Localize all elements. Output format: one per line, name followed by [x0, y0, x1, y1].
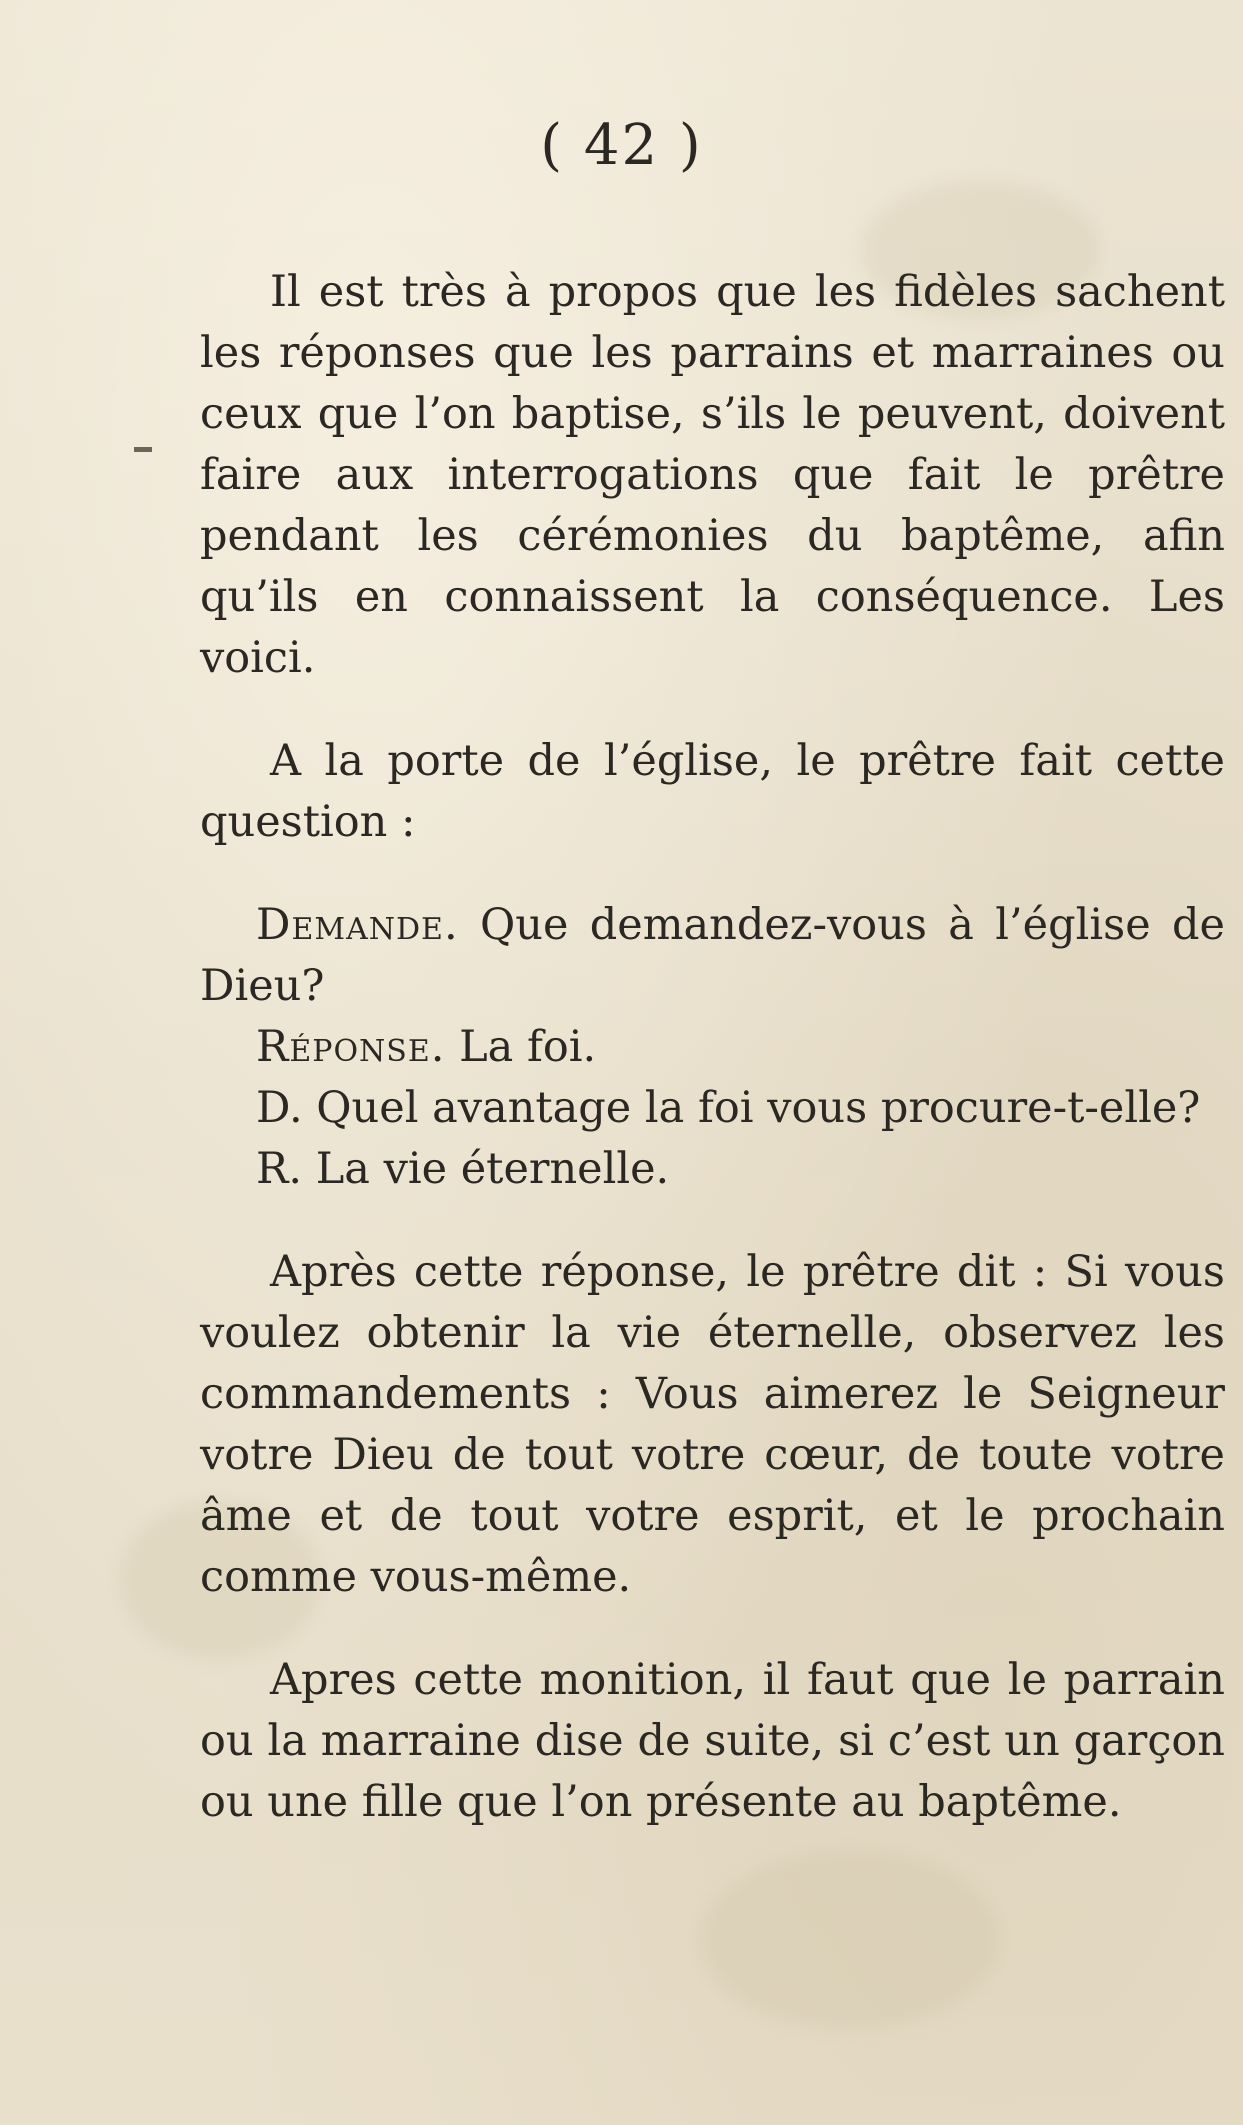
- dialogue-speaker: Réponse.: [256, 1022, 446, 1072]
- church-door-paragraph: A la porte de l’église, le prêtre fait cette question :: [200, 736, 1225, 847]
- dialogue-line: [200, 1017, 1225, 1078]
- after-answer-paragraph: Après cette réponse, le prêtre dit : Si vous voulez obtenir la vie éternelle, observez les commandements : Vous aimerez le Seigneur votre Dieu de tout votre cœur, de toute votre âme et de tout votre esprit, et le prochain comme vous-même.: [200, 1247, 1225, 1602]
- dialogue-speaker: Demande.: [256, 900, 459, 950]
- dialogue-line: [200, 1139, 1225, 1200]
- paper-stain: [700, 1850, 1000, 2030]
- dialogue-line: [200, 1078, 1225, 1139]
- dialogue-speaker: D.: [256, 1083, 303, 1133]
- intro-paragraph: Il est très à propos que les fidèles sachent les réponses que les parrains et marraines ou ceux que l’on baptise, s’ils le peuvent, doivent faire aux interrogations que fait le prêtre pendant les cérémonies du baptême, afin qu’ils en connaissent la conséquence. Les voici.: [200, 267, 1225, 683]
- dialogue-text: Que demandez-vous à l’église de Dieu?: [200, 900, 1225, 1011]
- dialogue-speaker: R.: [256, 1144, 303, 1194]
- page-number: ( 42 ): [540, 113, 703, 178]
- body-text: [200, 262, 1225, 1833]
- margin-mark: [134, 447, 152, 452]
- dialogue-text: La foi.: [459, 1022, 597, 1072]
- monition-paragraph: Apres cette monition, il faut que le parrain ou la marraine dise de suite, si c’est un garçon ou une fille que l’on présente au baptême.: [200, 1655, 1225, 1827]
- dialogue-text: La vie éternelle.: [315, 1144, 670, 1194]
- dialogue-text: Quel avantage la foi vous procure-t-elle?: [316, 1083, 1201, 1133]
- dialogue-line: [200, 895, 1225, 1017]
